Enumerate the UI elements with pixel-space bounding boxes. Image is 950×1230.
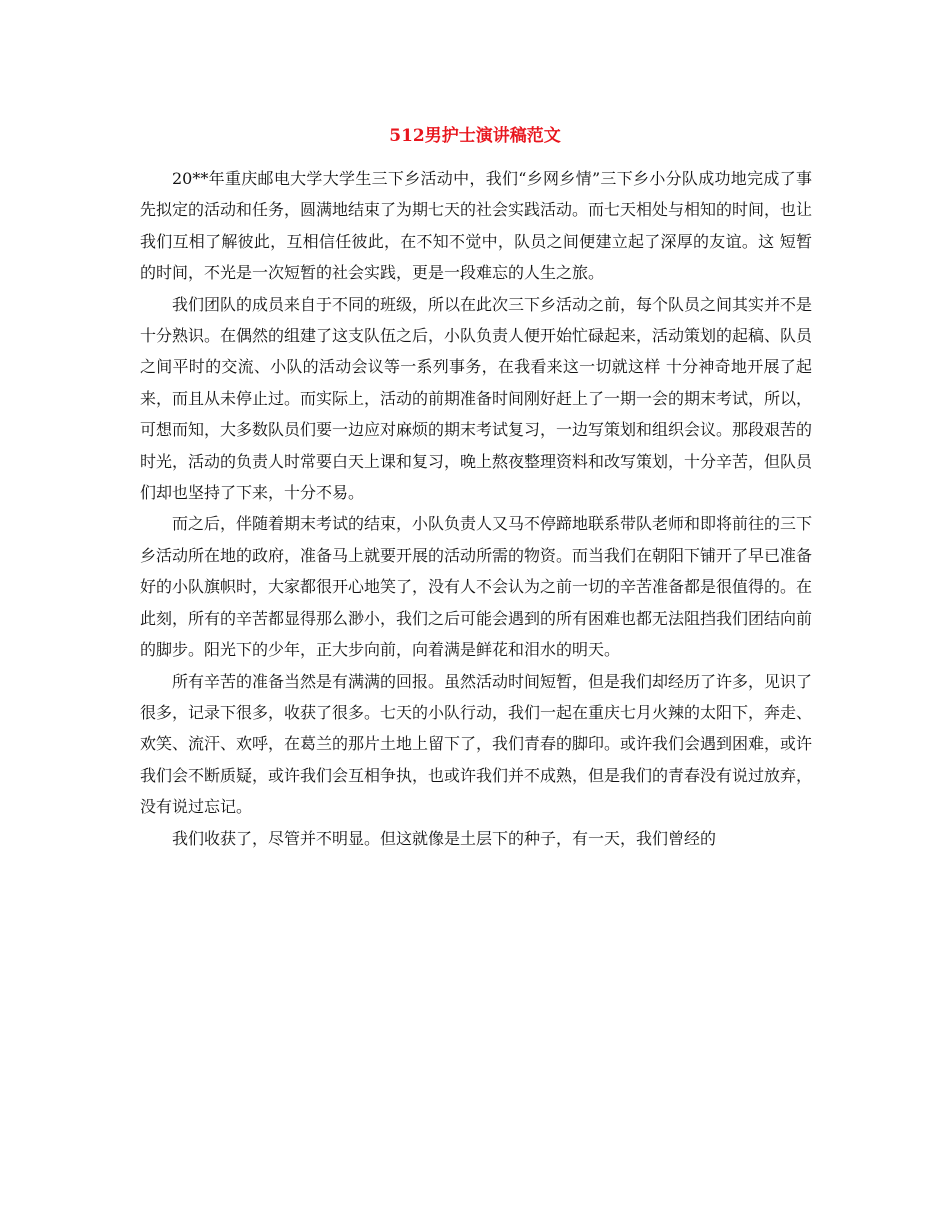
paragraph: 20**年重庆邮电大学大学生三下乡活动中，我们“乡网乡情”三下乡小分队成功地完成了事先拟定的活动和任务，圆满地结束了为期七天的社会实践活动。而七天相处与相知的时间，也让我们互相了解彼此，互相信任彼此，在不知不觉中，队员之间便建立起了深厚的友谊。这 短暂的时间，不光是一次短暂的社会实践，更是一段难忘的人生之旅。 bbox=[140, 169, 813, 283]
document-title: 512男护士演讲稿范文 bbox=[389, 126, 561, 146]
paragraph: 所有辛苦的准备当然是有满满的回报。虽然活动时间短暂，但是我们却经历了许多，见识了很多，记录下很多，收获了很多。七天的小队行动，我们一起在重庆七月火辣的太阳下，奔走、欢笑、流汗、欢呼，在葛兰的那片土地上留下了，我们青春的脚印。或许我们会遇到困难，或许我们会不断质疑，或许我们会互相争执，也或许我们并不成熟，但是我们的青春没有说过放弃，没有说过忘记。 bbox=[140, 671, 813, 817]
paragraph: 我们团队的成员来自于不同的班级，所以在此次三下乡活动之前，每个队员之间其实并不是十分熟识。在偶然的组建了这支队伍之后，小队负责人便开始忙碌起来，活动策划的起稿、队员之间平时的交流、小队的活动会议等一系列事务，在我看来这一切就这样 十分神奇地开展了起来，而且从未停止过。而实际上，活动的前期准备时间刚好赶上了一期一会的期末考试，所以，可想而知，大多数队员们要一边应对麻烦的期末考试复习，一边写策划和组织会议。那段艰苦的时光，活动的负责人时常要白天上课和复习，晚上熬夜整理资料和改写策划，十分辛苦，但队员们却也坚持了下来，十分不易。 bbox=[140, 294, 813, 503]
paragraph: 我们收获了，尽管并不明显。但这就像是土层下的种子，有一天，我们曾经的 bbox=[172, 828, 717, 848]
document-body bbox=[140, 163, 812, 854]
paragraph: 而之后，伴随着期末考试的结束，小队负责人又马不停蹄地联系带队老师和即将前往的三下乡活动所在地的政府，准备马上就要开展的活动所需的物资。而当我们在朝阳下铺开了早已准备好的小队旗帜时，大家都很开心地笑了，没有人不会认为之前一切的辛苦准备都是很值得的。在此刻，所有的辛苦都显得那么渺小，我们之后可能会遇到的所有困难也都无法阻挡我们团结向前的脚步。阳光下的少年，正大步向前，向着满是鲜花和泪水的明天。 bbox=[140, 514, 813, 660]
